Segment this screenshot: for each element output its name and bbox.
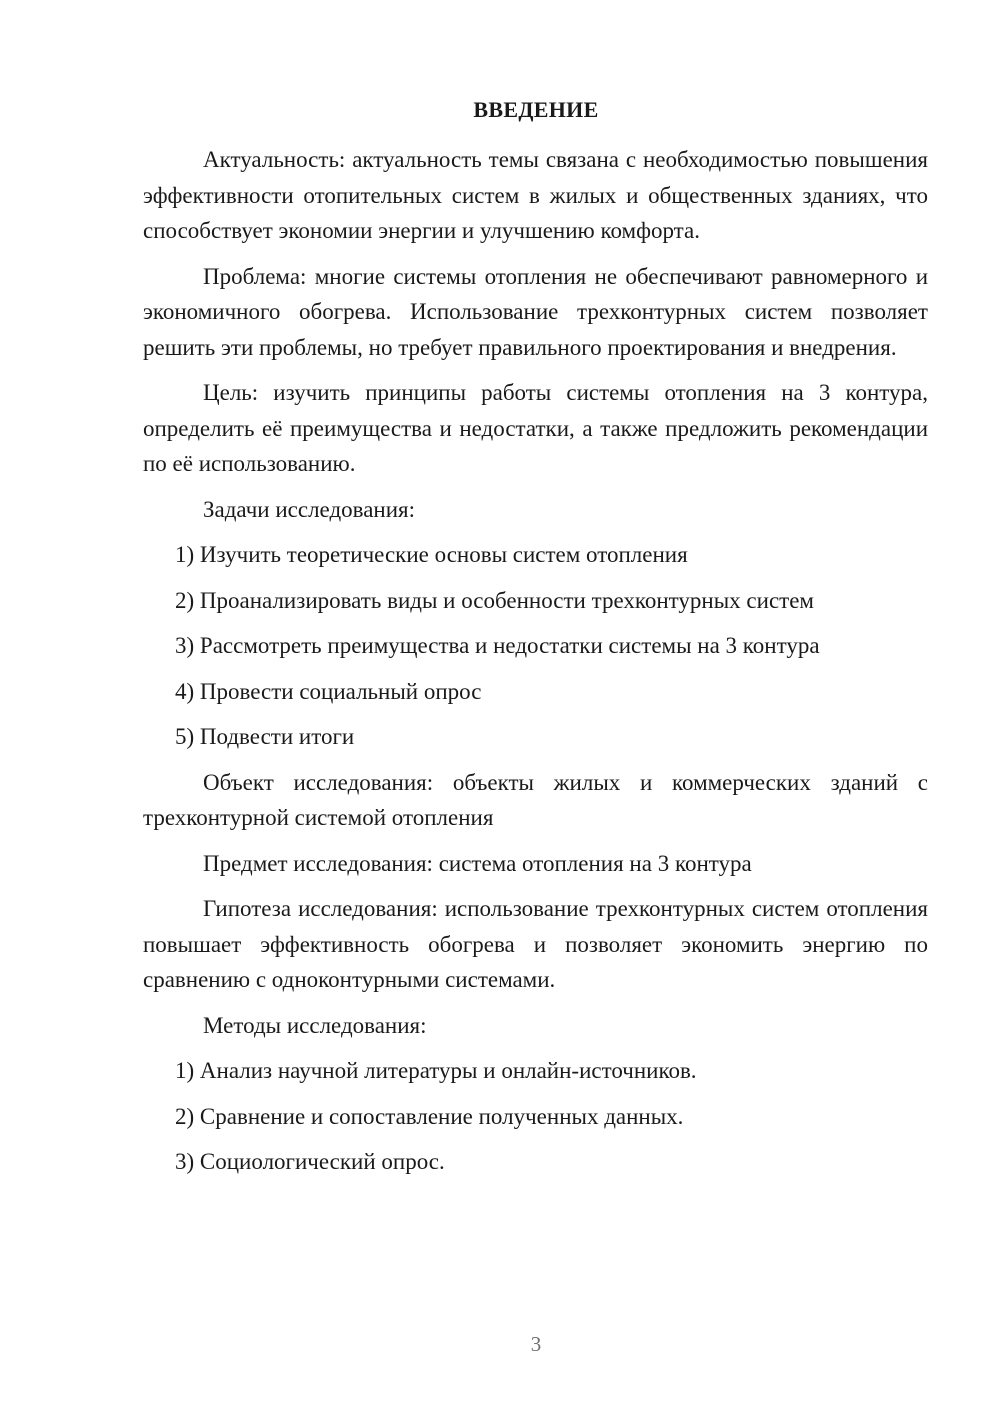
- task-item-3: 3) Рассмотреть преимущества и недостатки системы на 3 контура: [175, 633, 820, 658]
- paragraph-tasks-label: Задачи исследования:: [203, 496, 416, 522]
- paragraph-hypothesis: Гипотеза исследования: использование трехконтурных систем отопления повышает эффективность обогрева и позволяет экономить энергию по сравнению с одноконтурными системами.: [143, 896, 928, 992]
- page-number: 3: [530, 1332, 542, 1356]
- method-item-1: 1) Анализ научной литературы и онлайн-источников.: [175, 1058, 697, 1083]
- body-text: [143, 142, 928, 1180]
- task-item-5: 5) Подвести итоги: [175, 724, 355, 749]
- task-item-4: 4) Провести социальный опрос: [175, 678, 482, 704]
- paragraph-object: Объект исследования: объекты жилых и коммерческих зданий с трехконтурной системой отопления: [143, 769, 928, 830]
- paragraph-subject: Предмет исследования: система отопления на 3 контура: [203, 850, 752, 876]
- method-item-2: 2) Сравнение и сопоставление полученных данных.: [175, 1103, 684, 1129]
- paragraph-methods-label: Методы исследования:: [203, 1012, 427, 1038]
- paragraph-problem: Проблема: многие системы отопления не обеспечивают равномерного и экономичного обогрева. Использование трехконтурных систем позволяет решить эти проблемы, но требует правильного проектирования и внедрения.: [143, 263, 928, 360]
- paragraph-relevance: Актуальность: актуальность темы связана с необходимостью повышения эффективности отопительных систем в жилых и общественных зданиях, что способствует экономии энергии и улучшению комфорта.: [143, 147, 928, 243]
- task-item-1: 1) Изучить теоретические основы систем отопления: [175, 542, 688, 567]
- paragraph-goal: Цель: изучить принципы работы системы отопления на 3 контура, определить её преимущества и недостатки, а также предложить рекомендации по её использованию.: [143, 380, 928, 476]
- section-heading: ВВЕДЕНИЕ: [473, 97, 599, 122]
- task-item-2: 2) Проанализировать виды и особенности трехконтурных систем: [175, 587, 814, 613]
- method-item-3: 3) Социологический опрос.: [175, 1149, 445, 1174]
